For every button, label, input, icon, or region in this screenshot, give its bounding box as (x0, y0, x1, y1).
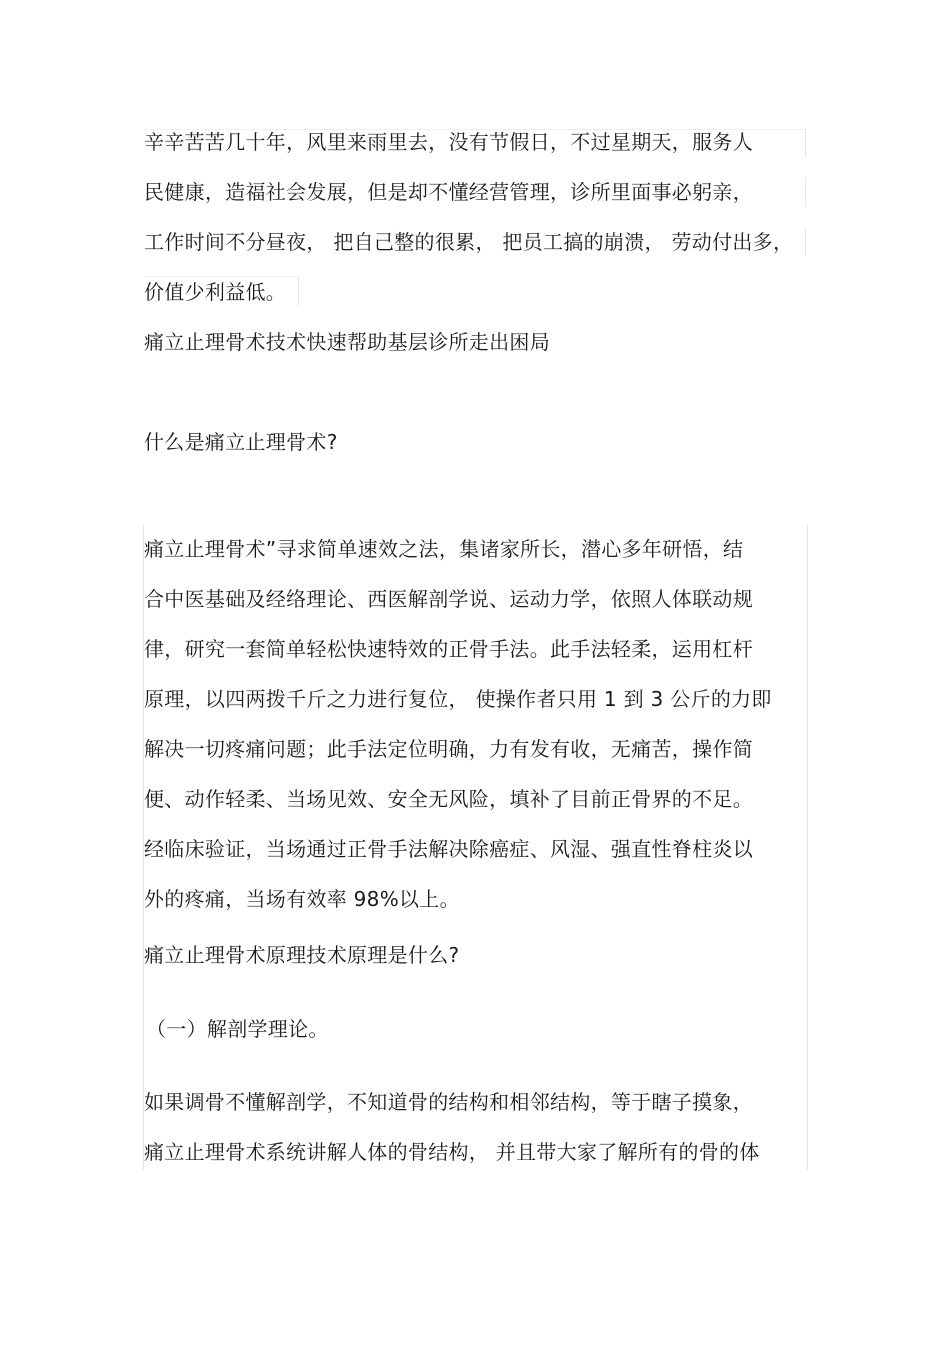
section-anatomy-heading: （一）解剖学理论。 (146, 1017, 329, 1041)
description-line-2: 合中医基础及经络理论、西医解剖学说、运动力学，依照人体联动规 (144, 587, 753, 611)
description-line-4: 原理，以四两拨千斤之力进行复位， 使操作者只用 1 到 3 公斤的力即 (144, 687, 772, 711)
description-line-3: 律，研究一套简单轻松快速特效的正骨手法。此手法轻柔，运用杠杆 (144, 637, 753, 661)
description-line-1: 痛立止理骨术”寻求简单速效之法，集诸家所长，潜心多年研悟，结 (144, 537, 744, 561)
intro-last-right-rule (298, 276, 299, 306)
question-principle: 痛立止理骨术原理技术原理是什么? (144, 943, 460, 967)
body-right-rule (807, 525, 808, 1170)
question-what-is: 什么是痛立止理骨术? (144, 430, 338, 454)
intro-line-3: 工作时间不分昼夜， 把自己整的很累， 把员工搞的崩溃， 劳动付出多， (144, 230, 794, 254)
description-line-7: 经临床验证，当场通过正骨手法解决除癌症、风湿、强直性脊柱炎以 (144, 837, 753, 861)
intro-right-rule-1 (805, 129, 806, 157)
description-line-5: 解决一切疼痛问题；此手法定位明确，力有发有收，无痛苦，操作简 (144, 737, 753, 761)
anatomy-line-1: 如果调骨不懂解剖学，不知道骨的结构和相邻结构，等于瞎子摸象， (144, 1090, 753, 1114)
intro-line-1: 辛辛苦苦几十年，风里来雨里去，没有节假日，不过星期天，服务人 (144, 130, 753, 154)
intro-right-rule-3 (805, 228, 806, 256)
anatomy-line-2: 痛立止理骨术系统讲解人体的骨结构， 并且带大家了解所有的骨的体 (144, 1140, 760, 1164)
description-line-6: 便、动作轻柔、当场见效、安全无风险，填补了目前正骨界的不足。 (144, 787, 753, 811)
intro-right-rule-2 (805, 178, 806, 206)
intro-line-4: 价值少利益低。 (144, 280, 287, 304)
description-line-8: 外的疼痛，当场有效率 98%以上。 (144, 887, 460, 911)
intro-line-2: 民健康，造福社会发展，但是却不懂经营管理，诊所里面事必躬亲， (144, 180, 753, 204)
intro-last-rule (144, 276, 298, 277)
headline: 痛立止理骨术技术快速帮助基层诊所走出困局 (144, 330, 550, 354)
